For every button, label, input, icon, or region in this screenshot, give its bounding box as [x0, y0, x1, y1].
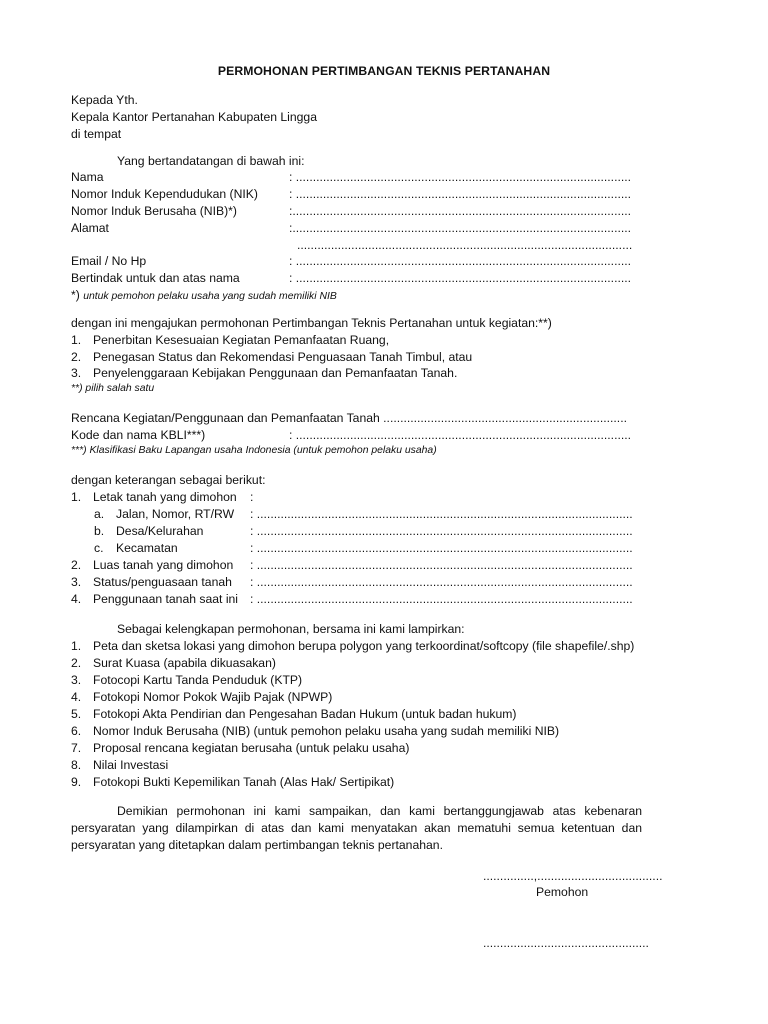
detail-value[interactable]: : ............................................................................................................... [250, 592, 633, 606]
detail-label: Jalan, Nomor, RT/RW [116, 507, 235, 521]
addressee-line-3: di tempat [71, 127, 122, 141]
closing-paragraph: Demikian permohonan ini kami sampaikan, dan kami bertanggungjawab atas kebenaran persyaratan yang dilampirkan di atas dan kami menyatakan akan mematuhi semua ketentuan dan persyaratan yang ditetapkan dalam pertimbangan teknis pertanahan. [71, 804, 642, 852]
field-value-nama[interactable]: : ................................................................................................... [289, 170, 631, 184]
nib-footnote [71, 288, 337, 303]
detail-label: Status/penguasaan tanah [93, 575, 232, 589]
field-label-nama: Nama [71, 170, 104, 184]
attachment-num: 6. [71, 724, 82, 738]
detail-num: 1. [71, 490, 82, 504]
document-title: PERMOHONAN PERTIMBANGAN TEKNIS PERTANAHAN [217, 64, 551, 78]
activity-num: 1. [71, 333, 82, 347]
attachment-text: Fotokopi Bukti Kepemilikan Tanah (Alas Hak/ Sertipikat) [93, 775, 395, 789]
detail-label: Penggunaan tanah saat ini [93, 592, 239, 606]
field-label-nib: Nomor Induk Berusaha (NIB)*) [71, 204, 237, 218]
attachment-item [71, 673, 302, 688]
attachment-num: 9. [71, 775, 82, 789]
field-label-alamat: Alamat [71, 221, 109, 235]
field-value-nik[interactable]: : ................................................................................................... [289, 187, 631, 201]
detail-num: 4. [71, 592, 82, 606]
attachment-num: 2. [71, 656, 82, 670]
attachment-item [71, 639, 634, 654]
activity-num: 2. [71, 350, 82, 364]
attachment-num: 4. [71, 690, 82, 704]
attachment-num: 5. [71, 707, 82, 721]
addressee-line-1: Kepada Yth. [71, 93, 138, 107]
field-value-nib[interactable]: :.................................................................................................... [289, 204, 631, 218]
detail-row [94, 507, 234, 522]
kbli-value[interactable]: : ................................................................................................... [289, 428, 631, 442]
detail-row [71, 490, 237, 505]
field-label-email: Email / No Hp [71, 254, 147, 268]
detail-label: Desa/Kelurahan [116, 524, 204, 538]
attachment-num: 1. [71, 639, 82, 653]
detail-label: Letak tanah yang dimohon [93, 490, 237, 504]
addressee-line-2: Kepala Kantor Pertanahan Kabupaten Lingga [71, 110, 317, 124]
kbli-footnote: ***) Klasifikasi Baku Lapangan usaha Indonesia (untuk pemohon pelaku usaha) [71, 445, 437, 456]
intro-text: Yang bertandatangan di bawah ini: [117, 154, 305, 168]
attachment-item [71, 758, 168, 773]
detail-row [71, 575, 232, 590]
detail-label: Kecamatan [116, 541, 178, 555]
attachment-text: Proposal rencana kegiatan berusaha (untuk pelaku usaha) [93, 741, 410, 755]
detail-value[interactable]: : ............................................................................................................... [250, 524, 633, 538]
detail-row [94, 524, 203, 539]
detail-value[interactable]: : ............................................................................................................... [250, 541, 633, 555]
activity-text: Penegasan Status dan Rekomendasi Penguasaan Tanah Timbul, atau [93, 350, 473, 364]
activity-item [71, 333, 389, 348]
plan-field[interactable]: Rencana Kegiatan/Penggunaan dan Pemanfaatan Tanah ........................................................................ [71, 411, 627, 425]
attachment-item [71, 775, 394, 790]
field-label-represent: Bertindak untuk dan atas nama [71, 271, 240, 285]
attach-intro: Sebagai kelengkapan permohonan, bersama ini kami lampirkan: [117, 622, 465, 636]
activity-text: Penyelenggaraan Kebijakan Penggunaan dan Pemanfaatan Tanah. [93, 366, 458, 380]
attachment-text: Fotokopi Nomor Pokok Wajib Pajak (NPWP) [93, 690, 333, 704]
detail-value[interactable]: : ............................................................................................................... [250, 575, 633, 589]
attachment-num: 8. [71, 758, 82, 772]
attachment-item [71, 707, 516, 722]
detail-num: 2. [71, 558, 82, 572]
detail-colon: : [250, 490, 254, 504]
choose-footnote: **) pilih salah satu [71, 383, 155, 394]
activity-text: Penerbitan Kesesuaian Kegiatan Pemanfaatan Ruang, [93, 333, 390, 347]
field-value-alamat[interactable]: :.................................................................................................... [289, 221, 631, 235]
detail-num: 3. [71, 575, 82, 589]
kbli-label: Kode dan nama KBLI***) [71, 428, 206, 442]
attachment-item [71, 724, 559, 739]
attachment-item [71, 741, 409, 756]
attachment-item [71, 690, 332, 705]
activity-item [71, 350, 472, 365]
details-intro: dengan keterangan sebagai berikut: [71, 473, 266, 487]
attachment-text: Nomor Induk Berusaha (NIB) (untuk pemohon pelaku usaha yang sudah memiliki NIB) [93, 724, 560, 738]
detail-value[interactable]: : ............................................................................................................... [250, 558, 633, 572]
attachment-num: 3. [71, 673, 82, 687]
activity-item [71, 366, 457, 381]
field-value-alamat-cont[interactable]: ................................................................................................... [297, 238, 633, 252]
field-value-represent[interactable]: : ................................................................................................... [289, 271, 631, 285]
detail-row [94, 541, 178, 556]
attachment-num: 7. [71, 741, 82, 755]
attachment-text: Fotocopi Kartu Tanda Penduduk (KTP) [93, 673, 303, 687]
signature-role: Pemohon [536, 885, 589, 899]
activity-num: 3. [71, 366, 82, 380]
detail-num: c. [94, 541, 104, 555]
nib-footnote-text: untuk pemohon pelaku usaha yang sudah memiliki NIB [83, 291, 337, 302]
attachment-text: Nilai Investasi [93, 758, 169, 772]
attachment-text: Fotokopi Akta Pendirian dan Pengesahan Badan Hukum (untuk badan hukum) [93, 707, 517, 721]
detail-label: Luas tanah yang dimohon [93, 558, 234, 572]
attachment-item [71, 656, 276, 671]
detail-row [71, 558, 233, 573]
attachment-text: Peta dan sketsa lokasi yang dimohon berupa polygon yang terkoordinat/softcopy (file shapefile/.shp) [93, 639, 635, 653]
request-intro: dengan ini mengajukan permohonan Pertimbangan Teknis Pertanahan untuk kegiatan:**) [71, 316, 552, 330]
nib-footnote-mark: *) [71, 288, 80, 302]
attachment-text: Surat Kuasa (apabila dikuasakan) [93, 656, 276, 670]
signature-place-date[interactable]: ...............,..................................... [483, 869, 663, 883]
detail-value[interactable]: : ............................................................................................................... [250, 507, 633, 521]
detail-num: a. [94, 507, 105, 521]
signature-name-line[interactable]: ................................................. [483, 936, 649, 950]
field-value-email[interactable]: : ................................................................................................... [289, 254, 631, 268]
detail-row [71, 592, 238, 607]
detail-num: b. [94, 524, 105, 538]
field-label-nik: Nomor Induk Kependudukan (NIK) [71, 187, 258, 201]
